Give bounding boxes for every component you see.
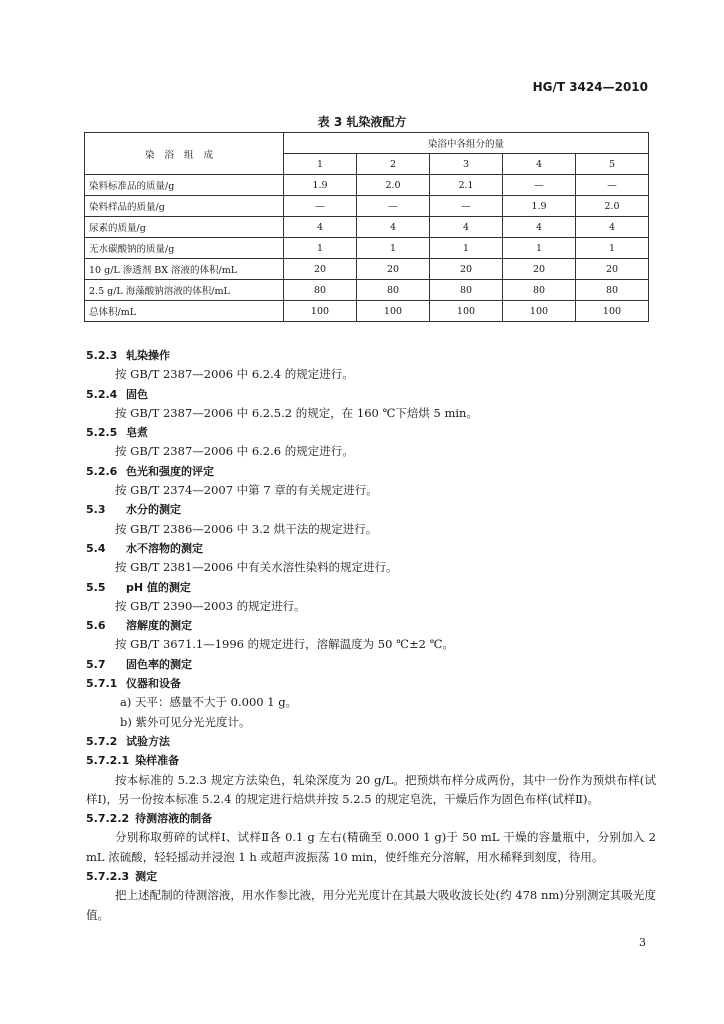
section-title: 水分的测定 <box>126 503 181 517</box>
section-heading <box>86 423 656 442</box>
paragraph: 按 GB/T 2387—2006 中 6.2.5.2 的规定，在 160 ℃下焙烘 5 min。 <box>115 405 478 420</box>
column-number: 1 <box>284 154 357 175</box>
row-label: 染料标准品的质量/g <box>85 175 284 196</box>
table-cell: 20 <box>357 259 430 280</box>
table-cell: 100 <box>576 301 649 322</box>
section-number: 5.4 <box>86 541 106 555</box>
section-number: 5.2.5 <box>86 426 118 440</box>
table-header-row <box>85 133 649 154</box>
table-cell: 100 <box>430 301 503 322</box>
table-cell: 20 <box>576 259 649 280</box>
section-title: pH 值的测定 <box>126 580 191 594</box>
section-title: 试验方法 <box>126 734 170 748</box>
table-row <box>85 238 649 259</box>
column-number: 3 <box>430 154 503 175</box>
column-header-composition: 染浴组成 <box>85 133 284 175</box>
table-row <box>85 217 649 238</box>
table-cell: 100 <box>503 301 576 322</box>
table-cell: 20 <box>430 259 503 280</box>
table-row <box>85 196 649 217</box>
list-item: b) 紫外可见分光光度计。 <box>120 714 251 729</box>
section-heading <box>86 732 656 751</box>
section-number: 5.5 <box>86 580 106 594</box>
paragraph: 按 GB/T 2390—2003 的规定进行。 <box>115 598 306 613</box>
paragraph: 按 GB/T 2374—2007 中第 7 章的有关规定进行。 <box>115 483 378 498</box>
table-cell: 1 <box>284 238 357 259</box>
table-cell: 1.9 <box>284 175 357 196</box>
table-cell: — <box>576 175 649 196</box>
section-heading <box>86 751 656 770</box>
column-number: 4 <box>503 154 576 175</box>
table-cell: 20 <box>284 259 357 280</box>
section-number: 5.7.2.1 <box>86 754 130 768</box>
section-title: 溶解度的测定 <box>126 619 192 633</box>
paragraph: 按 GB/T 2386—2006 中 3.2 烘干法的规定进行。 <box>115 521 378 536</box>
section-number: 5.7.2.2 <box>86 812 130 826</box>
table-cell: — <box>357 196 430 217</box>
paragraph: 分别称取剪碎的试样Ⅰ、试样Ⅱ各 0.1 g 左右(精确至 0.000 1 g)于 50 mL 干燥的容量瓶中，分别加入 2 mL 浓硫酸，轻轻摇动并浸泡 1 h 或超声波振荡 10 min，使纤维充分溶解，用水稀释到刻度，待用。 <box>86 830 656 864</box>
table-cell: 80 <box>284 280 357 301</box>
table-cell: 80 <box>576 280 649 301</box>
row-label: 总体积/mL <box>85 301 284 322</box>
table-cell: — <box>284 196 357 217</box>
section-number: 5.6 <box>86 619 106 633</box>
section-heading <box>86 500 656 519</box>
table-cell: 1 <box>503 238 576 259</box>
table-cell: 4 <box>576 217 649 238</box>
padding-liquor-table <box>84 132 649 322</box>
section-title: 固色 <box>126 387 148 401</box>
column-number: 2 <box>357 154 430 175</box>
section-title: 固色率的测定 <box>126 657 192 671</box>
section-number: 5.7.2.3 <box>86 870 130 884</box>
section-number: 5.7.1 <box>86 677 118 691</box>
table-cell: 80 <box>503 280 576 301</box>
table-cell: 20 <box>503 259 576 280</box>
paragraph: 按 GB/T 2381—2006 中有关水溶性染料的规定进行。 <box>115 560 398 575</box>
section-heading <box>86 346 656 365</box>
document-body <box>86 346 656 925</box>
table-cell: 1.9 <box>503 196 576 217</box>
section-number: 5.2.3 <box>86 349 118 362</box>
section-number: 5.2.6 <box>86 464 118 478</box>
section-heading <box>86 539 656 558</box>
section-title: 轧染操作 <box>126 349 170 362</box>
paragraph: 按 GB/T 3671.1—1996 的规定进行，溶解温度为 50 ℃±2 ℃。 <box>115 637 454 652</box>
table-cell: 4 <box>357 217 430 238</box>
section-heading <box>86 462 656 481</box>
section-number: 5.7.2 <box>86 734 118 748</box>
table-cell: 1 <box>357 238 430 259</box>
table-caption: 表 3 轧染液配方 <box>317 115 407 129</box>
table-cell: 4 <box>503 217 576 238</box>
section-heading <box>86 809 656 828</box>
standard-code: HG/T 3424—2010 <box>532 80 648 94</box>
row-label: 2.5 g/L 海藻酸钠溶液的体积/mL <box>85 280 284 301</box>
paragraph: 把上述配制的待测溶液，用水作参比液，用分光光度计在其最大吸收波长处(约 478 nm)分别测定其吸光度值。 <box>86 888 656 922</box>
paragraph: 按 GB/T 2387—2006 中 6.2.4 的规定进行。 <box>115 367 354 382</box>
row-label: 尿素的质量/g <box>85 217 284 238</box>
table-cell: 2.0 <box>576 196 649 217</box>
section-number: 5.3 <box>86 503 106 517</box>
table-row <box>85 280 649 301</box>
page-number: 3 <box>639 936 646 949</box>
row-label: 10 g/L 渗透剂 BX 溶液的体积/mL <box>85 259 284 280</box>
table-cell: 1 <box>576 238 649 259</box>
section-title: 皂煮 <box>126 426 148 440</box>
table-cell: 100 <box>284 301 357 322</box>
section-title: 水不溶物的测定 <box>126 541 203 555</box>
table-cell: 80 <box>357 280 430 301</box>
table-cell: — <box>503 175 576 196</box>
section-heading <box>86 578 656 597</box>
section-title: 测定 <box>135 870 158 884</box>
section-heading <box>86 655 656 674</box>
column-header-group: 染浴中各组分的量 <box>284 133 649 154</box>
table-row <box>85 175 649 196</box>
section-heading <box>86 867 656 886</box>
section-title: 色光和强度的评定 <box>126 464 214 478</box>
section-number: 5.2.4 <box>86 387 118 401</box>
table-cell: 1 <box>430 238 503 259</box>
section-number: 5.7 <box>86 657 106 671</box>
table-row <box>85 301 649 322</box>
section-title: 染样准备 <box>135 754 180 768</box>
table-cell: — <box>430 196 503 217</box>
row-label: 染料样品的质量/g <box>85 196 284 217</box>
column-number: 5 <box>576 154 649 175</box>
section-heading <box>86 616 656 635</box>
list-item: a) 天平：感量不大于 0.000 1 g。 <box>120 695 298 710</box>
table-cell: 2.0 <box>357 175 430 196</box>
table-cell: 2.1 <box>430 175 503 196</box>
paragraph: 按 GB/T 2387—2006 中 6.2.6 的规定进行。 <box>115 444 354 459</box>
section-title: 仪器和设备 <box>126 677 181 691</box>
table-cell: 4 <box>284 217 357 238</box>
section-title: 待测溶液的制备 <box>135 812 213 826</box>
table-cell: 4 <box>430 217 503 238</box>
table-row <box>85 259 649 280</box>
section-heading <box>86 674 656 693</box>
table-cell: 100 <box>357 301 430 322</box>
section-heading <box>86 385 656 404</box>
table-cell: 80 <box>430 280 503 301</box>
paragraph: 按本标准的 5.2.3 规定方法染色，轧染深度为 20 g/L。把预烘布样分成两份，其中一份作为预烘布样(试样Ⅰ)，另一份按本标准 5.2.4 的规定进行焙烘并按 5.2.5 的规定皂洗，干燥后作为固色布样(试样Ⅱ)。 <box>86 772 656 806</box>
row-label: 无水碳酸钠的质量/g <box>85 238 284 259</box>
